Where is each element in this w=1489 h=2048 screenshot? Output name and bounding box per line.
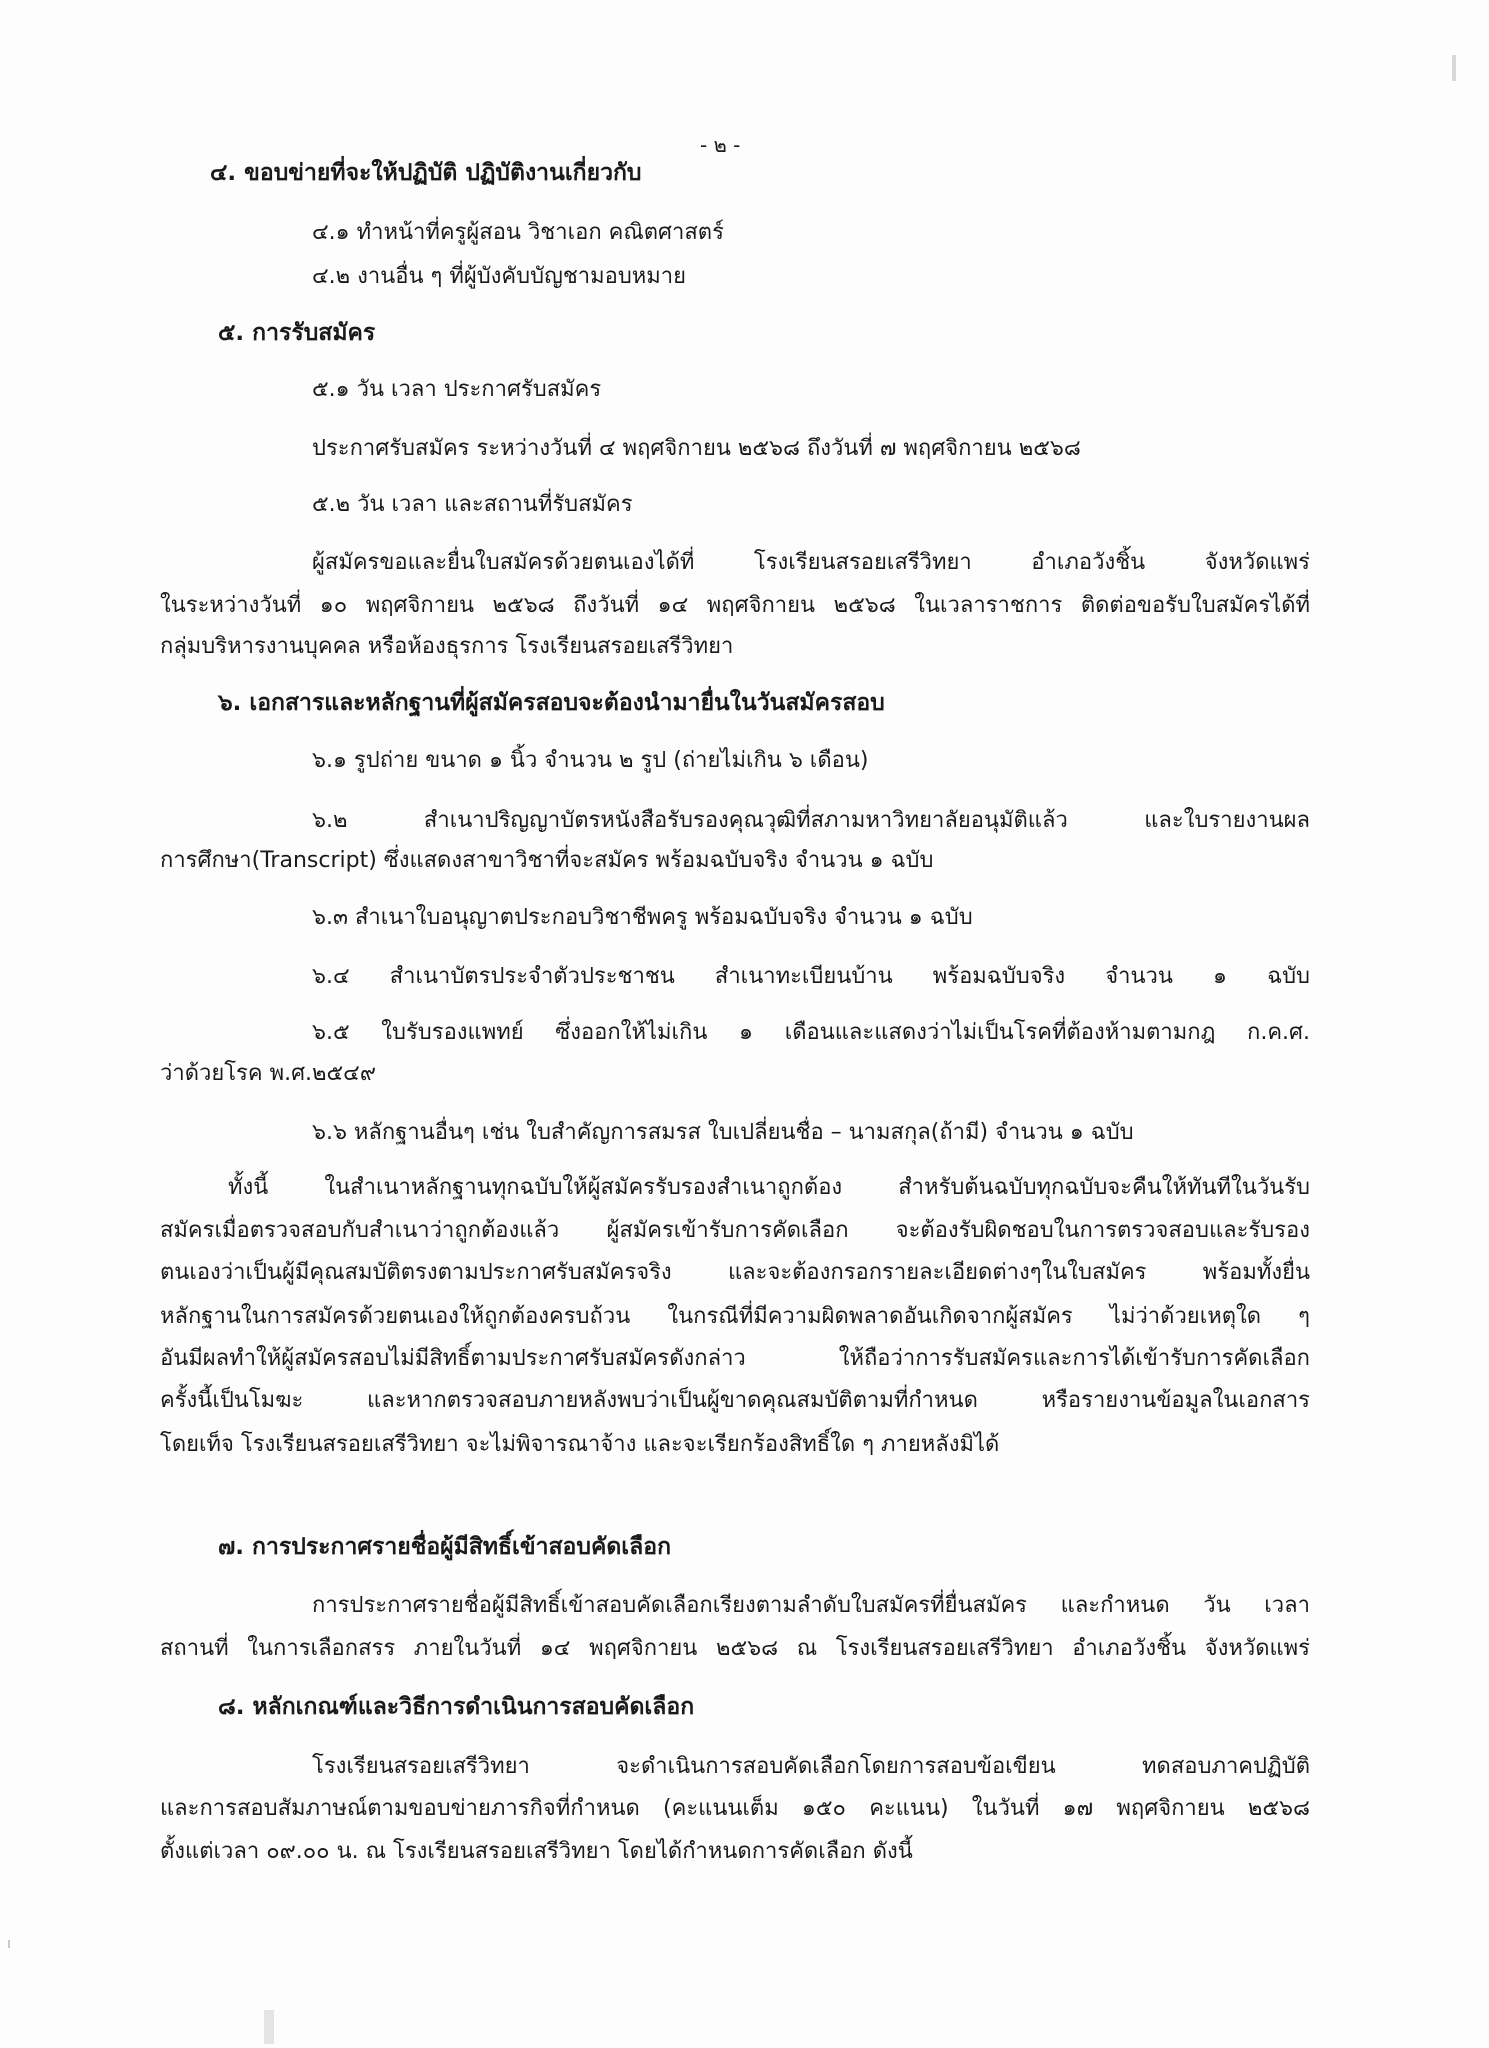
- section-5-1-title: ๕.๑ วัน เวลา ประกาศรับสมัคร: [312, 377, 602, 402]
- section-4-item-1: ๔.๑ ทำหน้าที่ครูผู้สอน วิชาเอก คณิตศาสตร์: [312, 220, 724, 245]
- section-8-line-1: โรงเรียนสรอยเสรีวิทยา จะดำเนินการสอบคัดเลือกโดยการสอบข้อเขียน ทดสอบภาคปฏิบัติ: [312, 1754, 1310, 1779]
- section-6-note-line-6: ครั้งนี้เป็นโมฆะ และหากตรวจสอบภายหลังพบว่าเป็นผู้ขาดคุณสมบัติตามที่กำหนด หรือรายงานข้อมูลในเอกสาร: [160, 1388, 1310, 1413]
- section-6-item-5-line-2: ว่าด้วยโรค พ.ศ.๒๕๔๙: [160, 1061, 376, 1086]
- section-6-note-line-7: โดยเท็จ โรงเรียนสรอยเสรีวิทยา จะไม่พิจารณาจ้าง และจะเรียกร้องสิทธิ์ใด ๆ ภายหลังมิได้: [160, 1432, 1000, 1457]
- section-5-heading: ๕. การรับสมัคร: [218, 320, 376, 346]
- section-6-item-1: ๖.๑ รูปถ่าย ขนาด ๑ นิ้ว จำนวน ๒ รูป (ถ่ายไม่เกิน ๖ เดือน): [312, 748, 869, 773]
- section-8-heading: ๘. หลักเกณฑ์และวิธีการดำเนินการสอบคัดเลือก: [218, 1694, 695, 1720]
- section-6-item-2-line-2: การศึกษา(Transcript) ซึ่งแสดงสาขาวิชาที่จะสมัคร พร้อมฉบับจริง จำนวน ๑ ฉบับ: [160, 848, 934, 873]
- section-5-2-line-3: กลุ่มบริหารงานบุคคล หรือห้องธุรการ โรงเรียนสรอยเสรีวิทยา: [160, 634, 734, 659]
- section-6-note-line-3: ตนเองว่าเป็นผู้มีคุณสมบัติตรงตามประกาศรับสมัครจริง และจะต้องกรอกรายละเอียดต่างๆในใบสมัคร พร้อมทั้งยื่น: [160, 1260, 1310, 1285]
- section-6-heading: ๖. เอกสารและหลักฐานที่ผู้สมัครสอบจะต้องนำมายื่นในวันสมัครสอบ: [218, 690, 885, 716]
- section-6-item-3: ๖.๓ สำเนาใบอนุญาตประกอบวิชาชีพครู พร้อมฉบับจริง จำนวน ๑ ฉบับ: [312, 905, 973, 930]
- page-number: - ๒ -: [700, 133, 741, 157]
- section-5-2-title: ๕.๒ วัน เวลา และสถานที่รับสมัคร: [312, 492, 633, 517]
- section-8-line-2: และการสอบสัมภาษณ์ตามขอบข่ายภารกิจที่กำหนด (คะแนนเต็ม ๑๕๐ คะแนน) ในวันที่ ๑๗ พฤศจิกายน ๒๕๖๘: [160, 1796, 1310, 1821]
- section-6-item-2-line-1: ๖.๒ สำเนาปริญญาบัตรหนังสือรับรองคุณวุฒิที่สภามหาวิทยาลัยอนุมัติแล้ว และใบรายงานผล: [312, 808, 1310, 833]
- scan-artifact: [1452, 55, 1456, 81]
- section-6-note-line-4: หลักฐานในการสมัครด้วยตนเองให้ถูกต้องครบถ้วน ในกรณีที่มีความผิดพลาดอันเกิดจากผู้สมัคร ไม่ว่าด้วยเหตุใด ๆ: [160, 1304, 1310, 1329]
- section-6-item-4: ๖.๔ สำเนาบัตรประจำตัวประชาชน สำเนาทะเบียนบ้าน พร้อมฉบับจริง จำนวน ๑ ฉบับ: [312, 964, 1310, 989]
- section-4-item-2: ๔.๒ งานอื่น ๆ ที่ผู้บังคับบัญชามอบหมาย: [312, 264, 687, 289]
- section-8-line-3: ตั้งแต่เวลา ๐๙.๐๐ น. ณ โรงเรียนสรอยเสรีวิทยา โดยได้กำหนดการคัดเลือก ดังนี้: [160, 1839, 913, 1864]
- section-6-note-line-1: ทั้งนี้ ในสำเนาหลักฐานทุกฉบับให้ผู้สมัครรับรองสำเนาถูกต้อง สำหรับต้นฉบับทุกฉบับจะคืนให้ทันทีในวันรับ: [228, 1175, 1310, 1200]
- scan-artifact: [8, 1940, 10, 1948]
- section-5-1-text: ประกาศรับสมัคร ระหว่างวันที่ ๔ พฤศจิกายน ๒๕๖๘ ถึงวันที่ ๗ พฤศจิกายน ๒๕๖๘: [312, 436, 1081, 461]
- section-7-heading: ๗. การประกาศรายชื่อผู้มีสิทธิ์เข้าสอบคัดเลือก: [218, 1534, 671, 1560]
- section-5-2-line-2: ในระหว่างวันที่ ๑๐ พฤศจิกายน ๒๕๖๘ ถึงวันที่ ๑๔ พฤศจิกายน ๒๕๖๘ ในเวลาราชการ ติดต่อขอรับใบสมัครได้ที่: [160, 593, 1310, 618]
- section-6-note-line-5: อันมีผลทำให้ผู้สมัครสอบไม่มีสิทธิ์ตามประกาศรับสมัครดังกล่าว ให้ถือว่าการรับสมัครและการได้เข้ารับการคัดเลือก: [160, 1346, 1310, 1371]
- section-6-note-line-2: สมัครเมื่อตรวจสอบกับสำเนาว่าถูกต้องแล้ว ผู้สมัครเข้ารับการคัดเลือก จะต้องรับผิดชอบในการตรวจสอบและรับรอง: [160, 1218, 1310, 1243]
- scan-artifact: [264, 2010, 274, 2044]
- section-5-2-line-1: ผู้สมัครขอและยื่นใบสมัครด้วยตนเองได้ที่ โรงเรียนสรอยเสรีวิทยา อำเภอวังชิ้น จังหวัดแพร่: [312, 550, 1310, 575]
- section-4-heading: ๔. ขอบข่ายที่จะให้ปฏิบัติ ปฏิบัติงานเกี่ยวกับ: [210, 160, 642, 186]
- section-7-line-1: การประกาศรายชื่อผู้มีสิทธิ์เข้าสอบคัดเลือกเรียงตามลำดับใบสมัครที่ยื่นสมัคร และกำหนด วัน เวลา: [312, 1593, 1310, 1618]
- section-6-item-6: ๖.๖ หลักฐานอื่นๆ เช่น ใบสำคัญการสมรส ใบเปลี่ยนชื่อ – นามสกุล(ถ้ามี) จำนวน ๑ ฉบับ: [312, 1120, 1134, 1145]
- section-6-item-5-line-1: ๖.๕ ใบรับรองแพทย์ ซึ่งออกให้ไม่เกิน ๑ เดือนและแสดงว่าไม่เป็นโรคที่ต้องห้ามตามกฎ ก.ค.ศ.: [312, 1020, 1310, 1045]
- section-7-line-2: สถานที่ ในการเลือกสรร ภายในวันที่ ๑๔ พฤศจิกายน ๒๕๖๘ ณ โรงเรียนสรอยเสรีวิทยา อำเภอวังชิ้น จังหวัดแพร่: [160, 1636, 1310, 1661]
